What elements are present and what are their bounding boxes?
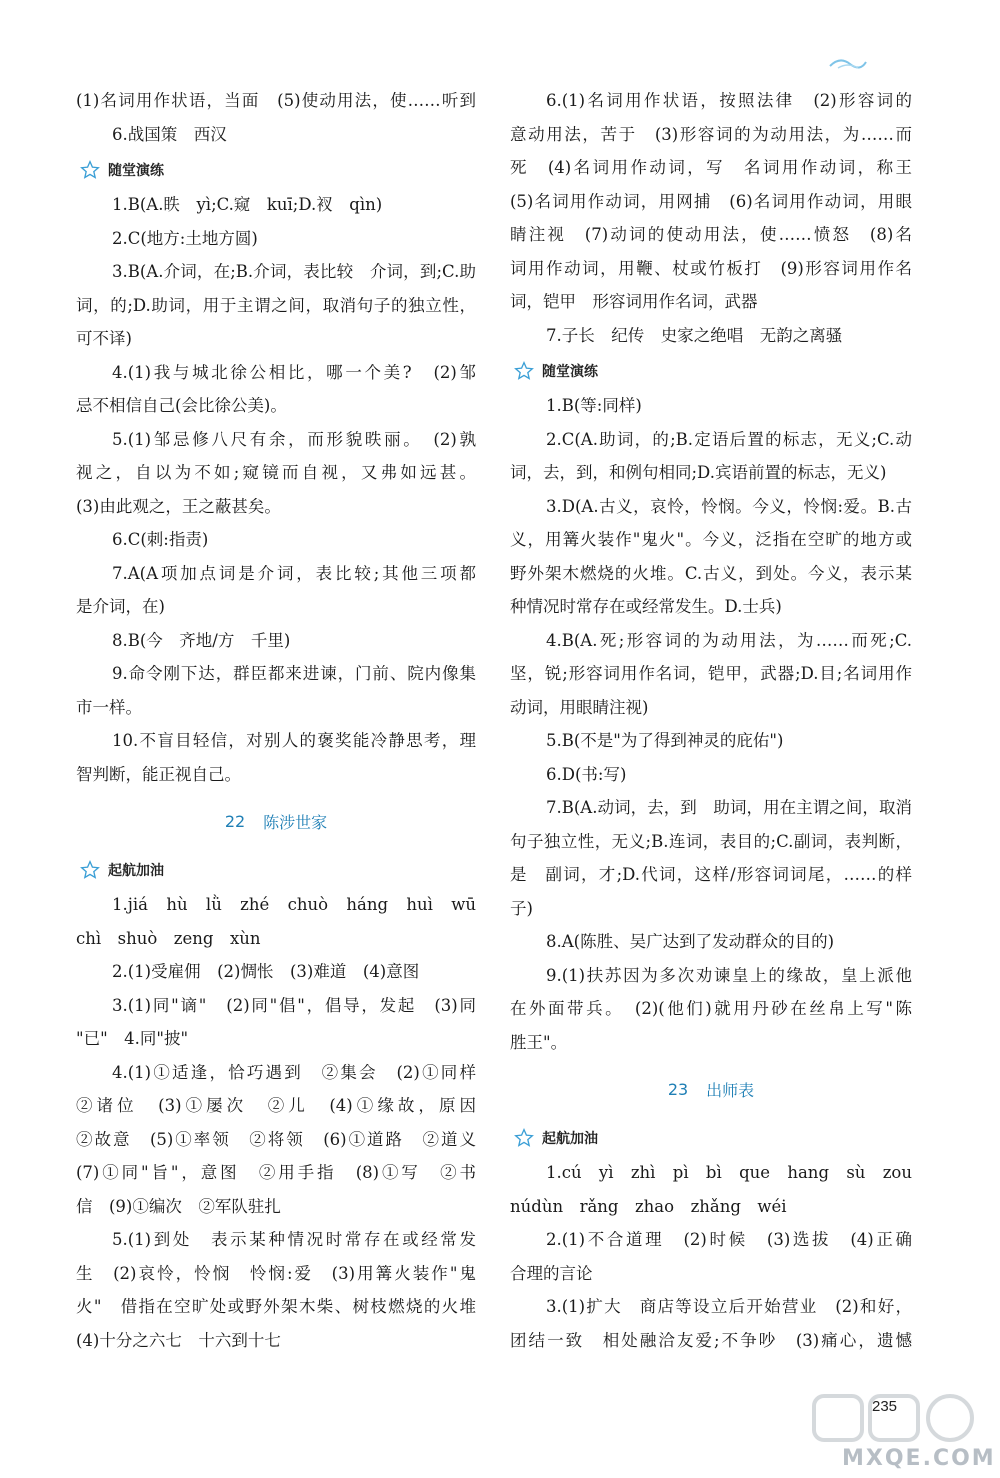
text-line: 在外面带兵。 (2)(他们)就用丹砂在丝帛上写"陈 <box>510 999 912 1018</box>
text-line: chì shuò zeng xùn <box>76 928 261 948</box>
text-line: 市一样。 <box>76 697 142 717</box>
text-line: (4)十分之六七 十六到十七 <box>76 1330 281 1350</box>
text-line: 2.(1)不合道理 (2)时候 (3)选拔 (4)正确 <box>546 1230 912 1249</box>
text-line: 9.(1)扶苏因为多次劝谏皇上的缘故，皇上派他 <box>546 965 912 985</box>
text-line: 7.子长 纪传 史家之绝唱 无韵之离骚 <box>546 325 843 345</box>
section-heading <box>510 352 912 389</box>
text-line: ②故意 (5)①率领 ②将领 (6)①道路 ②道义 <box>76 1129 476 1149</box>
text-line: 坚，锐;形容词用作名词，铠甲，武器;D.目;名词用作 <box>510 664 912 683</box>
text-line: 7.B(A.动词，去，到 助词，用在主谓之间，取消 <box>546 798 912 817</box>
text-line: 火" 借指在空旷处或野外架木柴、树枝燃烧的火堆 <box>76 1297 476 1316</box>
section-heading <box>76 151 476 188</box>
text-line: ②诸位 (3)①屡次 ②儿 (4)①缘故，原因 <box>76 1096 476 1115</box>
text-line: 1.cú yì zhì pì bì que hang sù zou <box>546 1163 912 1182</box>
text-line: 词用作动词，用鞭、杖或竹板打 (9)形容词用作名 <box>510 258 912 278</box>
text-line: 词，的;D.助词，用于主谓之间，取消句子的独立性， <box>76 295 476 315</box>
text-line: (7)①同"旨"，意图 ②用手指 (8)①写 ②书 <box>76 1163 476 1182</box>
watermark-text: MXQE.COM <box>842 1446 996 1471</box>
text-line: 1.jiá hù lǜ zhé chuò háng huì wū <box>112 895 476 914</box>
lesson-number: 23 <box>667 1079 689 1099</box>
text-line: 忌不相信自己(会比徐公美)。 <box>76 396 287 415</box>
text-line: 2.C(地方:土地方圆) <box>112 228 258 248</box>
text-line: (5)名词用作动词，用网捕 (6)名词用作动词，用眼 <box>510 191 912 211</box>
text-line: 词，去，到，和例句相同;D.宾语前置的标志，无义) <box>510 463 887 482</box>
lesson-name: 陈涉世家 <box>263 812 328 832</box>
section-label: 随堂演练 <box>108 162 164 179</box>
text-line: 6.D(书:写) <box>546 764 627 784</box>
text-line: 6.战国策 西汉 <box>112 124 227 144</box>
text-line: (1)名词用作状语，当面 (5)使动用法，使……听到 <box>76 91 476 110</box>
text-line: 4.(1)我与城北徐公相比，哪一个美? (2)邹 <box>112 362 476 382</box>
text-line: 词，铠甲 形容词用作名词，武器 <box>510 292 758 311</box>
text-line: 动词，用眼睛注视) <box>510 697 649 717</box>
lesson-title <box>510 1059 912 1119</box>
page-number: 235 <box>872 1398 898 1415</box>
text-line: 死 (4)名词用作动词，写 名词用作动词，称王 <box>510 158 912 177</box>
text-line: 5.(1)邹忌修八尺有余，而形貌昳丽。 (2)孰 <box>112 429 476 449</box>
right-column <box>510 84 912 1357</box>
text-line: 8.B(今 齐地/方 千里) <box>112 630 291 650</box>
text-line: 8.A(陈胜、吴广达到了发动群众的目的) <box>546 932 835 951</box>
text-line: 野外架木燃烧的火堆。C.古义，到处。今义，表示某 <box>510 563 912 583</box>
text-line: 句子独立性，无义;B.连词，表目的;C.副词，表判断， <box>510 831 912 851</box>
star-icon <box>514 361 534 381</box>
text-line: 6.C(刺:指责) <box>112 530 209 549</box>
text-line: 5.(1)到处 表示某种情况时常存在或经常发 <box>112 1230 476 1249</box>
text-line: 义，用篝火装作"鬼火"。今义，泛指在空旷的地方或 <box>510 530 912 549</box>
text-line: 3.B(A.介词，在;B.介词，表比较 介词，到;C.助 <box>112 262 476 281</box>
lesson-number: 22 <box>224 811 246 831</box>
text-line: 是介词，在) <box>76 597 165 616</box>
text-line: 视之，自以为不如;窥镜而自视，又弗如远甚。 <box>76 463 476 482</box>
text-line: núdùn rǎng zhao zhǎng wéi <box>510 1196 787 1216</box>
left-column <box>76 84 476 1357</box>
text-line: 团结一致 相处融洽友爱;不争吵 (3)痛心，遗憾 <box>510 1330 912 1350</box>
text-line: 3.(1)同"谪" (2)同"倡"，倡导，发起 (3)同 <box>112 995 476 1015</box>
text-line: 9.命令刚下达，群臣都来进谏，门前、院内像集 <box>112 664 476 683</box>
text-line: 3.(1)扩大 商店等设立后开始营业 (2)和好， <box>546 1297 912 1316</box>
text-line: "已" 4.同"披" <box>76 1029 189 1048</box>
text-line: 子) <box>510 898 533 918</box>
text-line: 5.B(不是"为了得到神灵的庇佑") <box>546 731 784 750</box>
header-decoration <box>828 52 868 72</box>
star-icon <box>80 160 100 180</box>
lesson-title <box>76 791 476 851</box>
text-line: 1.B(等:同样) <box>546 396 642 415</box>
text-line: 睛注视 (7)动词的使动用法，使……愤怒 (8)名 <box>510 225 912 244</box>
text-line: 3.D(A.古义，哀怜，怜悯。今义，怜悯:爱。B.古 <box>546 496 912 516</box>
text-line: 2.C(A.助词，的;B.定语后置的标志，无义;C.动 <box>546 429 912 449</box>
text-line: 生 (2)哀怜，怜悯 怜悯:爱 (3)用篝火装作"鬼 <box>76 1263 476 1283</box>
text-line: 4.B(A.死;形容词的为动用法，为……而死;C. <box>546 630 912 650</box>
text-line: 10.不盲目轻信，对别人的褒奖能冷静思考，理 <box>112 731 476 750</box>
text-line: 4.(1)①适逢，恰巧遇到 ②集会 (2)①同样 <box>112 1062 476 1082</box>
section-label: 起航加油 <box>542 1130 598 1147</box>
text-line: 意动用法，苦于 (3)形容词的为动用法，为……而 <box>510 124 912 144</box>
text-line: 可不译) <box>76 329 132 348</box>
lesson-name: 出师表 <box>706 1080 755 1100</box>
text-line: 是 副词，才;D.代词，这样/形容词词尾，……的样 <box>510 865 912 884</box>
section-heading <box>76 851 476 888</box>
text-line: (3)由此观之，王之蔽甚矣。 <box>76 496 281 516</box>
text-line: 1.B(A.眣 yì;C.窥 kuī;D.衩 qìn) <box>112 195 383 214</box>
text-line: 2.(1)受雇佣 (2)惆怅 (3)难道 (4)意图 <box>112 962 420 981</box>
text-line: 7.A(A项加点词是介词，表比较;其他三项都 <box>112 563 476 583</box>
section-heading <box>510 1119 912 1156</box>
text-line: 种情况时常存在或经常发生。D.士兵) <box>510 597 782 616</box>
text-line: 信 (9)①编次 ②军队驻扎 <box>76 1196 281 1216</box>
section-label: 起航加油 <box>108 862 164 879</box>
star-icon <box>80 860 100 880</box>
text-line: 智判断，能正视自己。 <box>76 764 241 784</box>
text-line: 6.(1)名词用作状语，按照法律 (2)形容词的 <box>546 91 912 110</box>
star-icon <box>514 1128 534 1148</box>
text-line: 胜王"。 <box>510 1032 568 1052</box>
text-line: 合理的言论 <box>510 1263 593 1283</box>
section-label: 随堂演练 <box>542 363 598 380</box>
